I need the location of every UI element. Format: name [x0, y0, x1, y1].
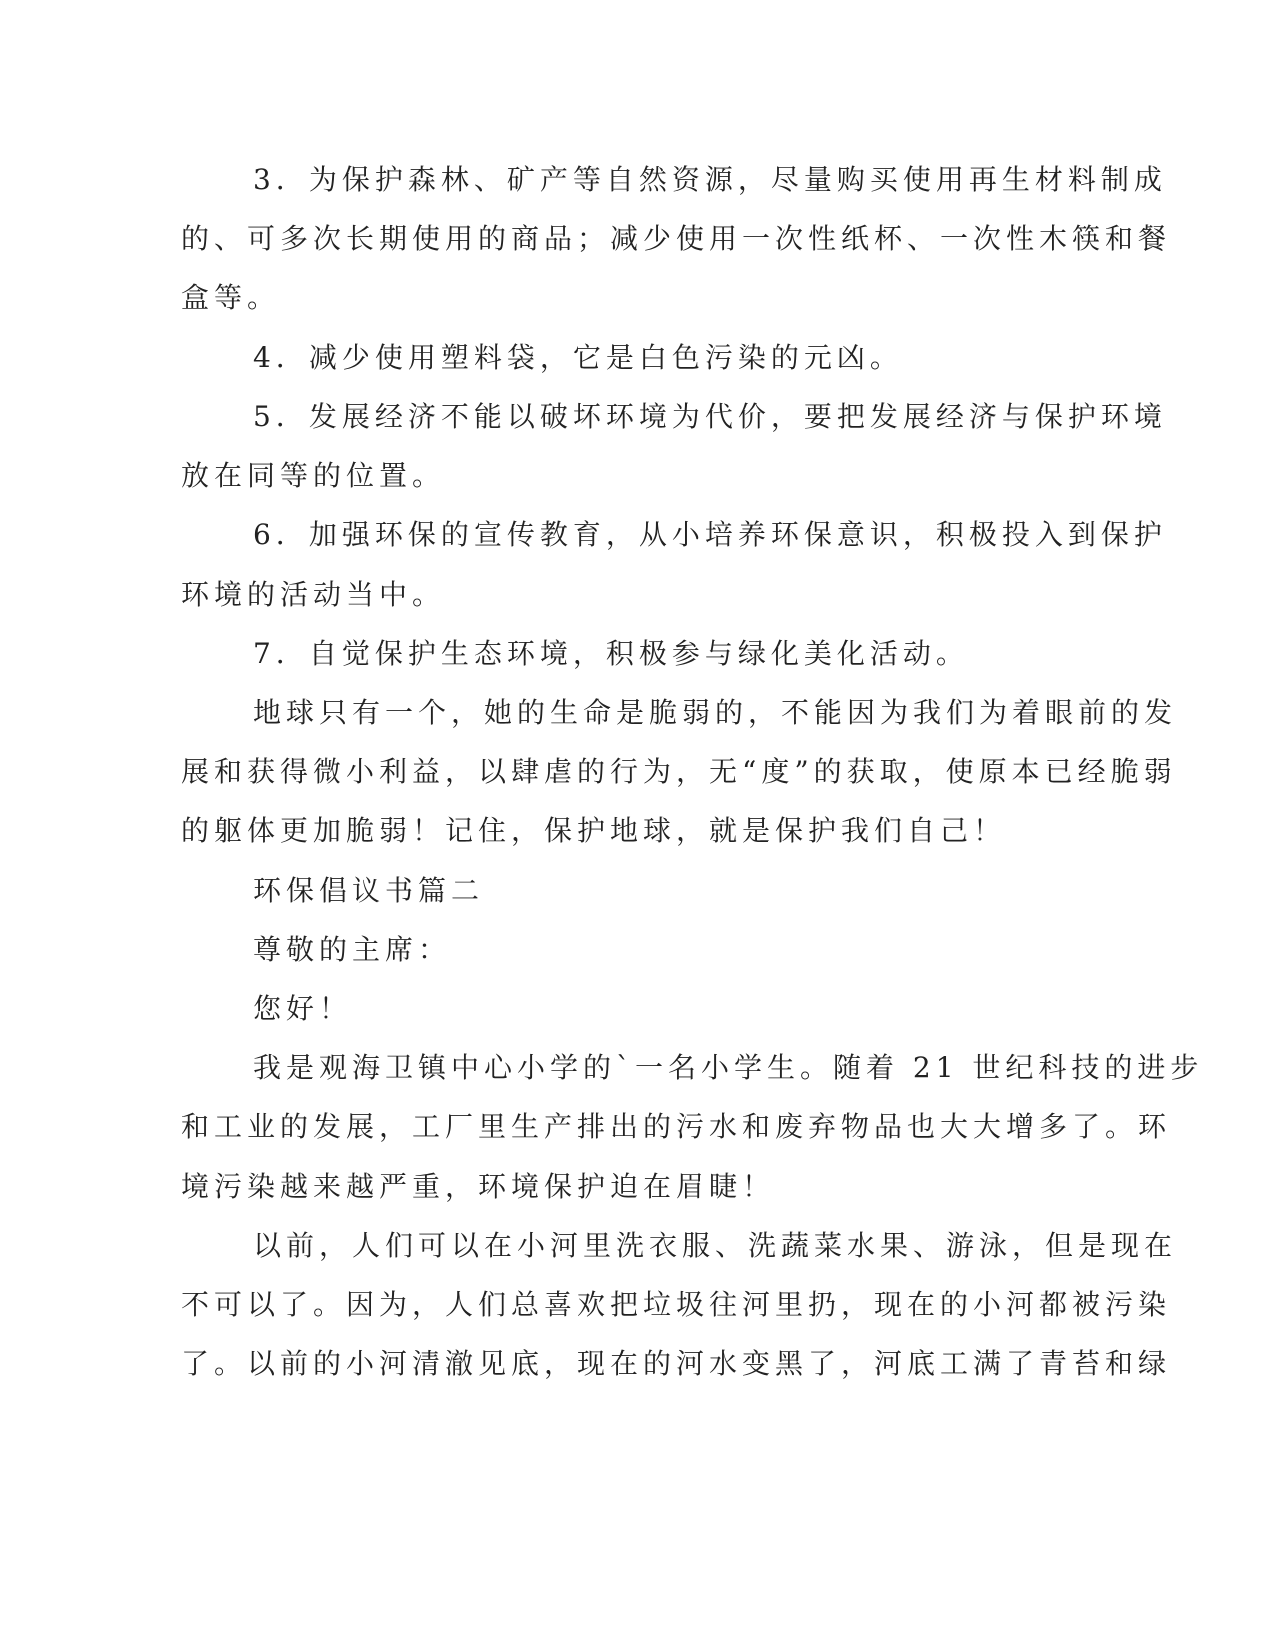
text-line: 的、可多次长期使用的商品；减少使用一次性纸杯、一次性木筷和餐: [181, 222, 1172, 255]
text-line: 的躯体更加脆弱！记住，保护地球，就是保护我们自己！: [181, 814, 1007, 847]
text-line: 我是观海卫镇中心小学的`一名小学生。随着 21 世纪科技的进步: [253, 1051, 1204, 1084]
text-line: 7．自觉保护生态环境，积极参与绿化美化活动。: [253, 637, 969, 670]
text-line: 境污染越来越严重，环境保护迫在眉睫！: [181, 1170, 776, 1203]
text-line: 4．减少使用塑料袋，它是白色污染的元凶。: [253, 341, 903, 374]
text-line: 和工业的发展，工厂里生产排出的污水和废弃物品也大大增多了。环: [181, 1110, 1172, 1143]
section-heading: 环保倡议书篇二: [253, 874, 485, 907]
text-line: 6．加强环保的宣传教育，从小培养环保意识，积极投入到保护: [253, 518, 1167, 551]
text-line: 地球只有一个，她的生命是脆弱的，不能因为我们为着眼前的发: [253, 696, 1178, 729]
text-line: 盒等。: [181, 281, 281, 314]
text-line: 环境的活动当中。: [181, 578, 446, 611]
greeting: 您好！: [253, 992, 353, 1025]
text-line: 3．为保护森林、矿产等自然资源，尽量购买使用再生材料制成: [253, 163, 1167, 196]
text-line: 了。以前的小河清澈见底，现在的河水变黑了，河底工满了青苔和绿: [181, 1347, 1172, 1380]
salutation: 尊敬的主席：: [253, 933, 452, 966]
text-line: 不可以了。因为，人们总喜欢把垃圾往河里扔，现在的小河都被污染: [181, 1288, 1172, 1321]
text-line: 展和获得微小利益，以肆虐的行为，无“度”的获取，使原本已经脆弱: [181, 755, 1177, 788]
text-line: 5．发展经济不能以破坏环境为代价，要把发展经济与保护环境: [253, 400, 1167, 433]
text-line: 以前，人们可以在小河里洗衣服、洗蔬菜水果、游泳，但是现在: [253, 1229, 1178, 1262]
text-line: 放在同等的位置。: [181, 459, 446, 492]
